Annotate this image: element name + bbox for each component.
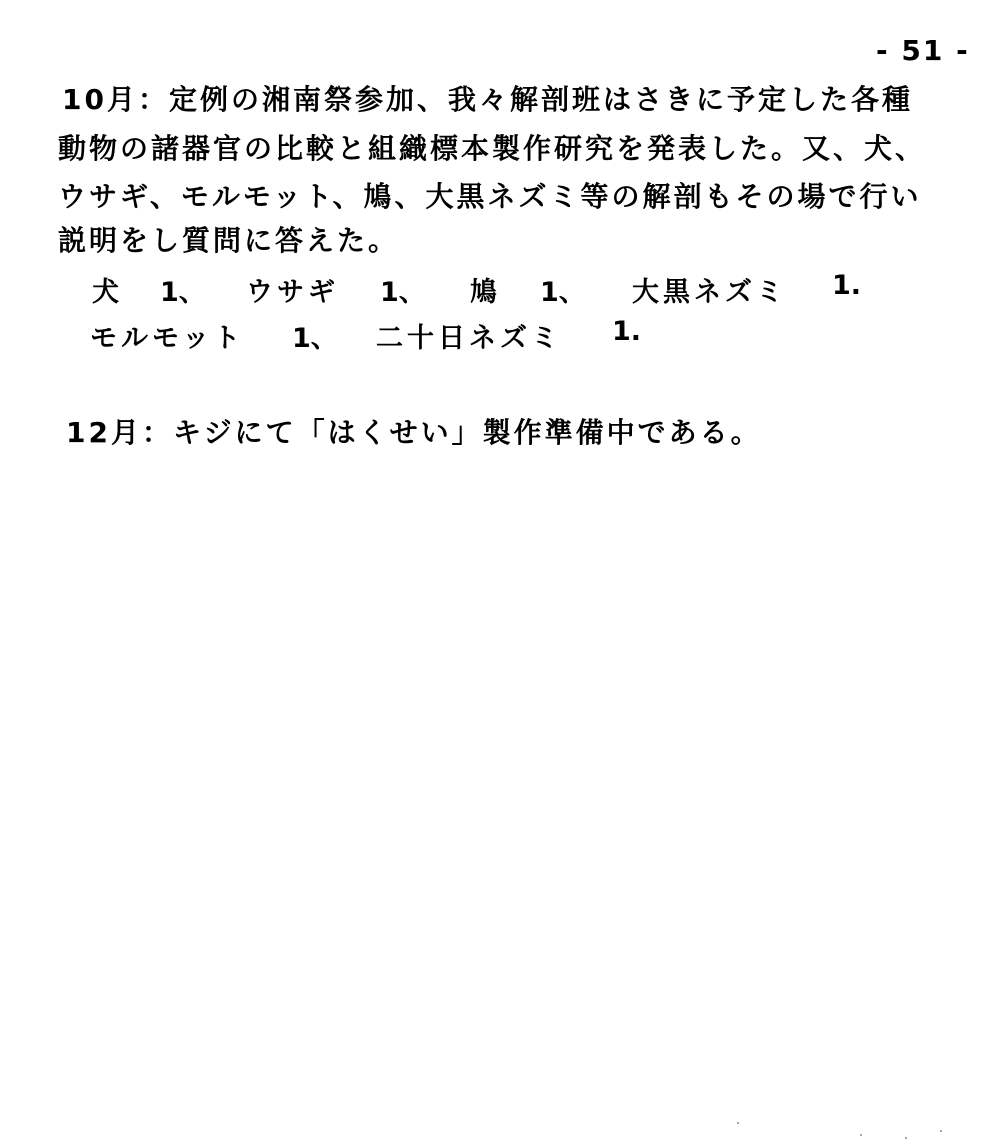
- animal-count: 1、: [292, 323, 338, 354]
- animal-name: 二十日ネズミ: [376, 323, 562, 354]
- scan-speck: [905, 1137, 907, 1139]
- animal-count: 1.: [612, 316, 642, 347]
- animal-name: ウサギ: [246, 277, 339, 308]
- animal-name: モルモット: [90, 323, 245, 354]
- paragraph-line: 説明をし質問に答えた。: [58, 224, 400, 257]
- scan-speck: [940, 1130, 942, 1132]
- animal-name: 大黒ネズミ: [632, 277, 787, 308]
- paragraph-line: 10月：定例の湘南祭参加、我々解剖班はさきに予定した各種: [62, 83, 913, 116]
- animal-count: 1.: [832, 270, 862, 301]
- animal-count: 1、: [540, 277, 586, 308]
- animal-name: 犬: [92, 277, 123, 308]
- december-paragraph: 12月：キジにて「はくせい」製作準備中である。: [66, 416, 762, 449]
- scan-speck: [860, 1134, 862, 1136]
- animal-count: 1、: [380, 277, 426, 308]
- paragraph-line: 動物の諸器官の比較と組織標本製作研究を発表した。又、犬、: [58, 132, 927, 165]
- animal-name: 鳩: [470, 277, 501, 308]
- page-number: - 51 -: [876, 34, 970, 67]
- paragraph-line: ウサギ、モルモット、鳩、大黒ネズミ等の解剖もその場で行い: [58, 180, 922, 213]
- scan-speck: [737, 1122, 739, 1124]
- animal-count: 1、: [160, 277, 206, 308]
